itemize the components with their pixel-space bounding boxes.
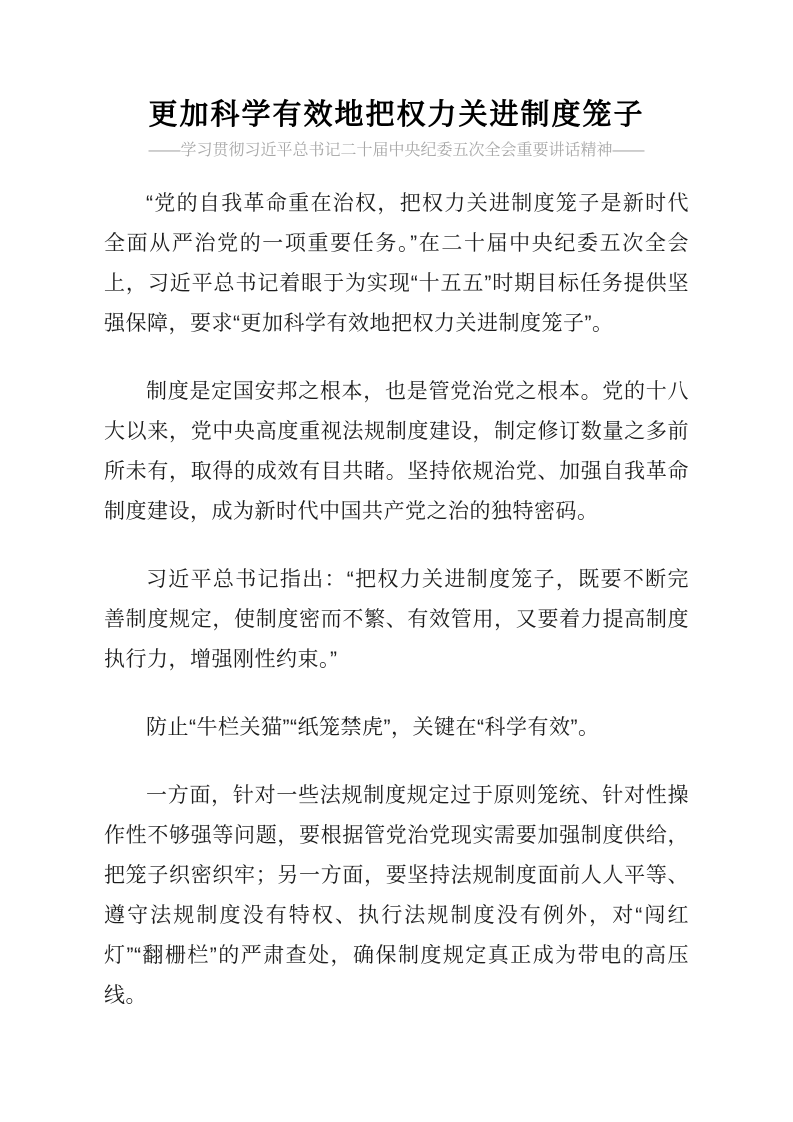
paragraph-2: 制度是定国安邦之根本，也是管党治党之根本。党的十八大以来，党中央高度重视法规制度建设，制定修订数量之多前所未有，取得的成效有目共睹。坚持依规治党、加强自我革命制度建设，成为新时代中国共产党之治的独特密码。: [104, 380, 689, 523]
paragraph-5: 一方面，针对一些法规制度规定过于原则笼统、针对性操作性不够强等问题，要根据管党治党现实需要加强制度供给，把笼子织密织牢；另一方面，要坚持法规制度面前人人平等、遵守法规制度没有特权、执行法规制度没有例外，对“闯红灯”“翻栅栏”的严肃查处，确保制度规定真正成为带电的高压线。: [104, 784, 689, 1007]
paragraph-1: “党的自我革命重在治权，把权力关进制度笼子是新时代全面从严治党的一项重要任务。”在二十届中央纪委五次全会上，习近平总书记着眼于为实现“十五五”时期目标任务提供坚强保障，要求“更加科学有效地把权力关进制度笼子”。: [104, 192, 689, 335]
document-subtitle: ——学习贯彻习近平总书记二十届中央纪委五次全会重要讲话精神——: [148, 142, 645, 159]
paragraph-3: 习近平总书记指出：“把权力关进制度笼子，既要不断完善制度规定，使制度密而不繁、有效管用，又要着力提高制度执行力，增强刚性约束。”: [104, 568, 689, 671]
paragraph-4: 防止“牛栏关猫”“纸笼禁虎”，关键在“科学有效”。: [146, 716, 600, 739]
document-title: 更加科学有效地把权力关进制度笼子: [148, 99, 645, 131]
